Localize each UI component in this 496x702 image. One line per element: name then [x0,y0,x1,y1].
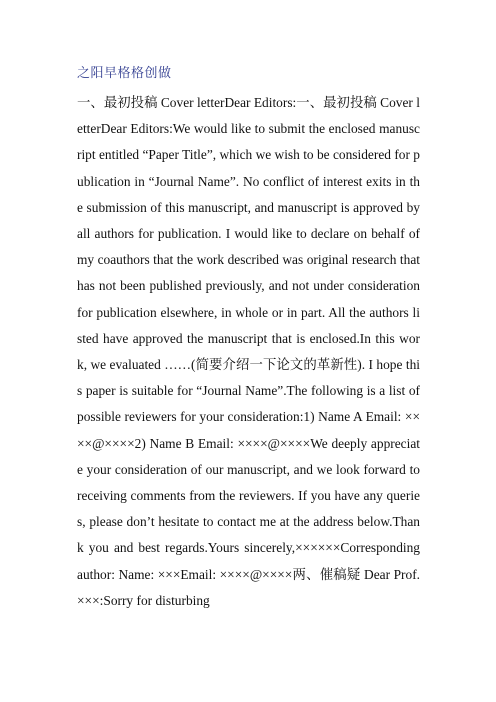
document-body-text: 一、最初投稿 Cover letterDear Editors:一、最初投稿 Cover letterDear Editors:We would like to submit the enclosed manuscript entitled “Paper Title”, which we wish to be considered for publication in “Journal Name”. No conflict of interest exits in the submission of this manuscript, and manuscript is approved by all authors for publication. I would like to declare on behalf of my coauthors that the work described was original research that has not been published previously, and not under consideration for publication elsewhere, in whole or in part. All the authors listed have approved the manuscript that is enclosed.In this work, we evaluated ……(简要介绍一下论文的革新性). I hope this paper is suitable for “Journal Name”.The following is a list of possible reviewers for your consideration:1) Name A Email: ××××@××××2) Name B Email: ××××@××××We deeply appreciate your consideration of our manuscript, and we look forward to receiving comments from the reviewers. If you have any queries, please don’t hesitate to contact me at the address below.Thank you and best regards.Yours sincerely,××××××Corresponding author: Name: ×××Email: ××××@××××两、催稿疑 Dear Prof. ×××:Sorry for disturbing [77,95,420,608]
document-heading: 之阳早格格创做 [77,66,172,81]
